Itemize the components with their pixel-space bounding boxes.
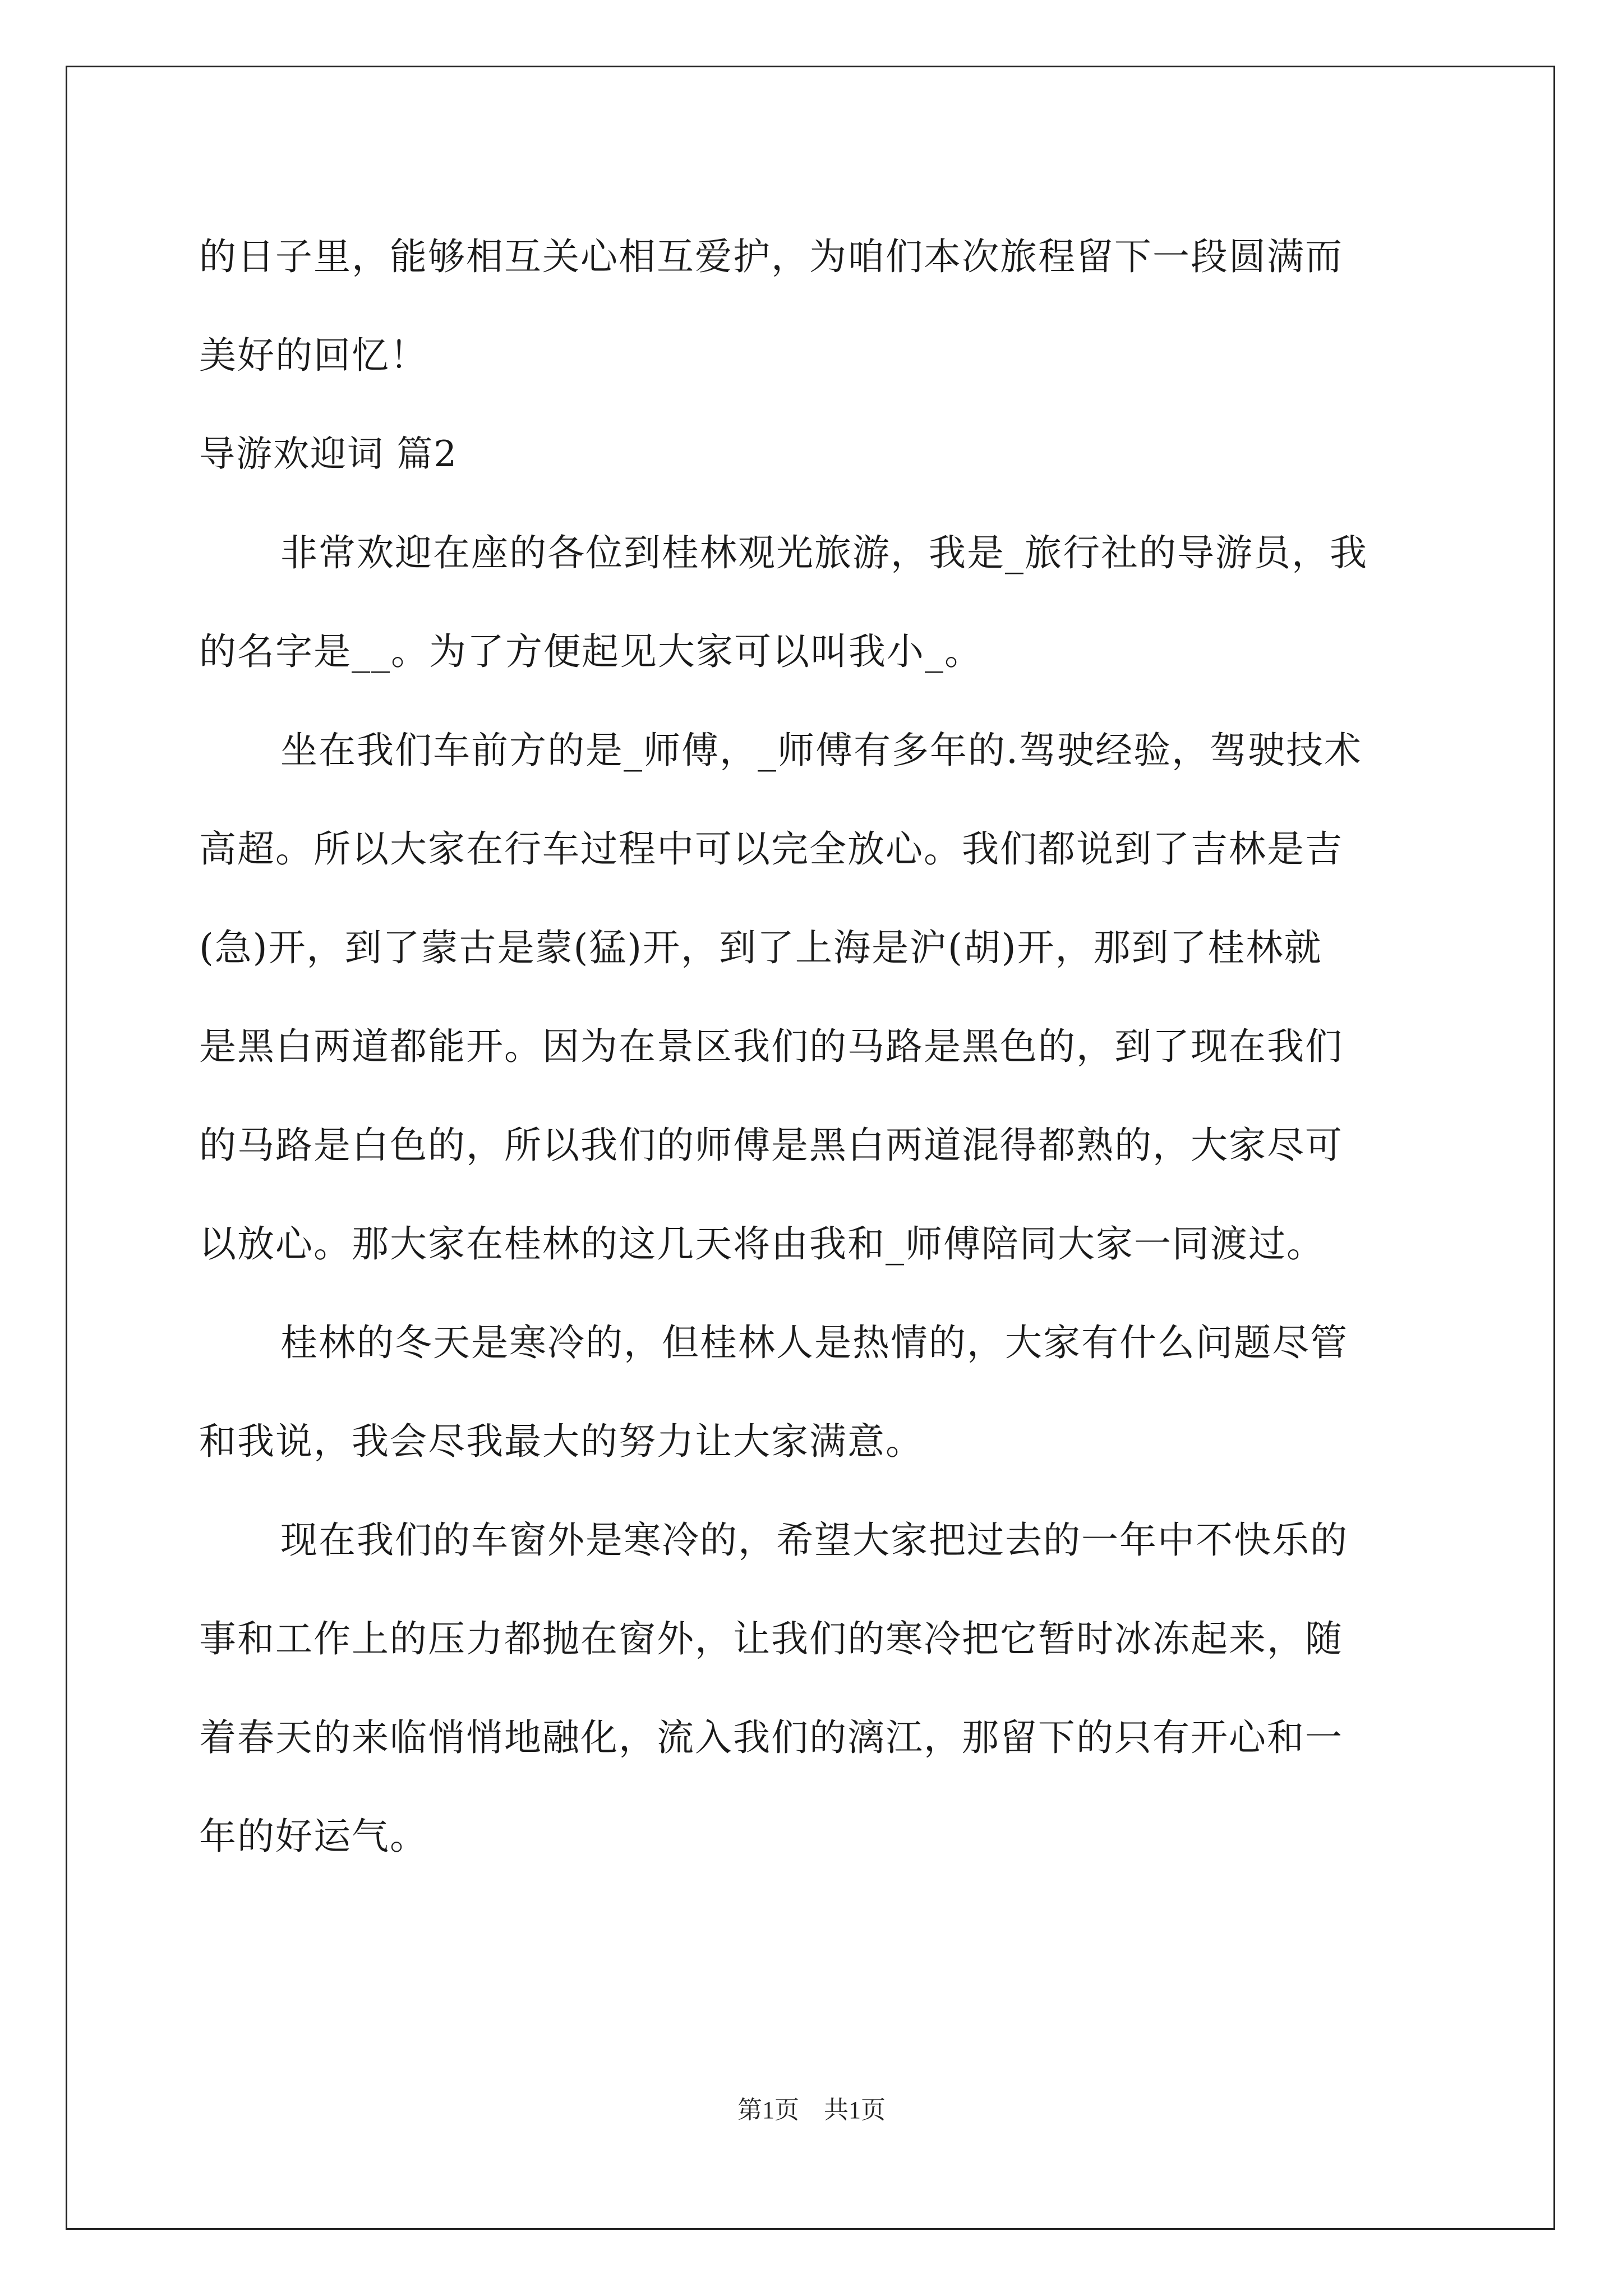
paragraph-start-line: 非常欢迎在座的各位到桂林观光旅游，我是_旅行社的导游员，我	[280, 531, 1368, 574]
text-line: 的日子里，能够相互关心相互爱护，为咱们本次旅程留下一段圆满而	[199, 235, 1343, 278]
text-line: 着春天的来临悄悄地融化，流入我们的漓江，那留下的只有开心和一	[199, 1716, 1343, 1759]
text-line: 和我说，我会尽我最大的努力让大家满意。	[199, 1420, 924, 1463]
text-line: 年的好运气。	[199, 1815, 428, 1858]
page-footer: 第1页 共1页	[737, 2096, 886, 2124]
text-line: 高超。所以大家在行车过程中可以完全放心。我们都说到了吉林是吉	[199, 827, 1343, 871]
paragraph-start-line: 现在我们的车窗外是寒冷的，希望大家把过去的一年中不快乐的	[280, 1519, 1348, 1562]
text-line: 事和工作上的压力都抛在窗外，让我们的寒冷把它暂时冰冻起来，随	[199, 1617, 1343, 1660]
text-line: (急)开，到了蒙古是蒙(猛)开，到了上海是沪(胡)开，那到了桂林就	[199, 926, 1322, 969]
text-line: 以放心。那大家在桂林的这几天将由我和_师傅陪同大家一同渡过。	[199, 1222, 1325, 1266]
section-heading: 导游欢迎词 篇2	[199, 434, 458, 475]
text-line: 的马路是白色的，所以我们的师傅是黑白两道混得都熟的，大家尽可	[199, 1124, 1343, 1167]
paragraph-start-line: 坐在我们车前方的是_师傅，_师傅有多年的.驾驶经验，驾驶技术	[280, 729, 1362, 772]
text-line: 美好的回忆！	[199, 334, 428, 377]
paragraph-start-line: 桂林的冬天是寒冷的，但桂林人是热情的，大家有什么问题尽管	[280, 1321, 1348, 1364]
text-line: 的名字是__。为了方便起见大家可以叫我小_。	[199, 630, 983, 673]
document-body	[199, 208, 1427, 1886]
text-line: 是黑白两道都能开。因为在景区我们的马路是黑色的，到了现在我们	[199, 1025, 1343, 1068]
